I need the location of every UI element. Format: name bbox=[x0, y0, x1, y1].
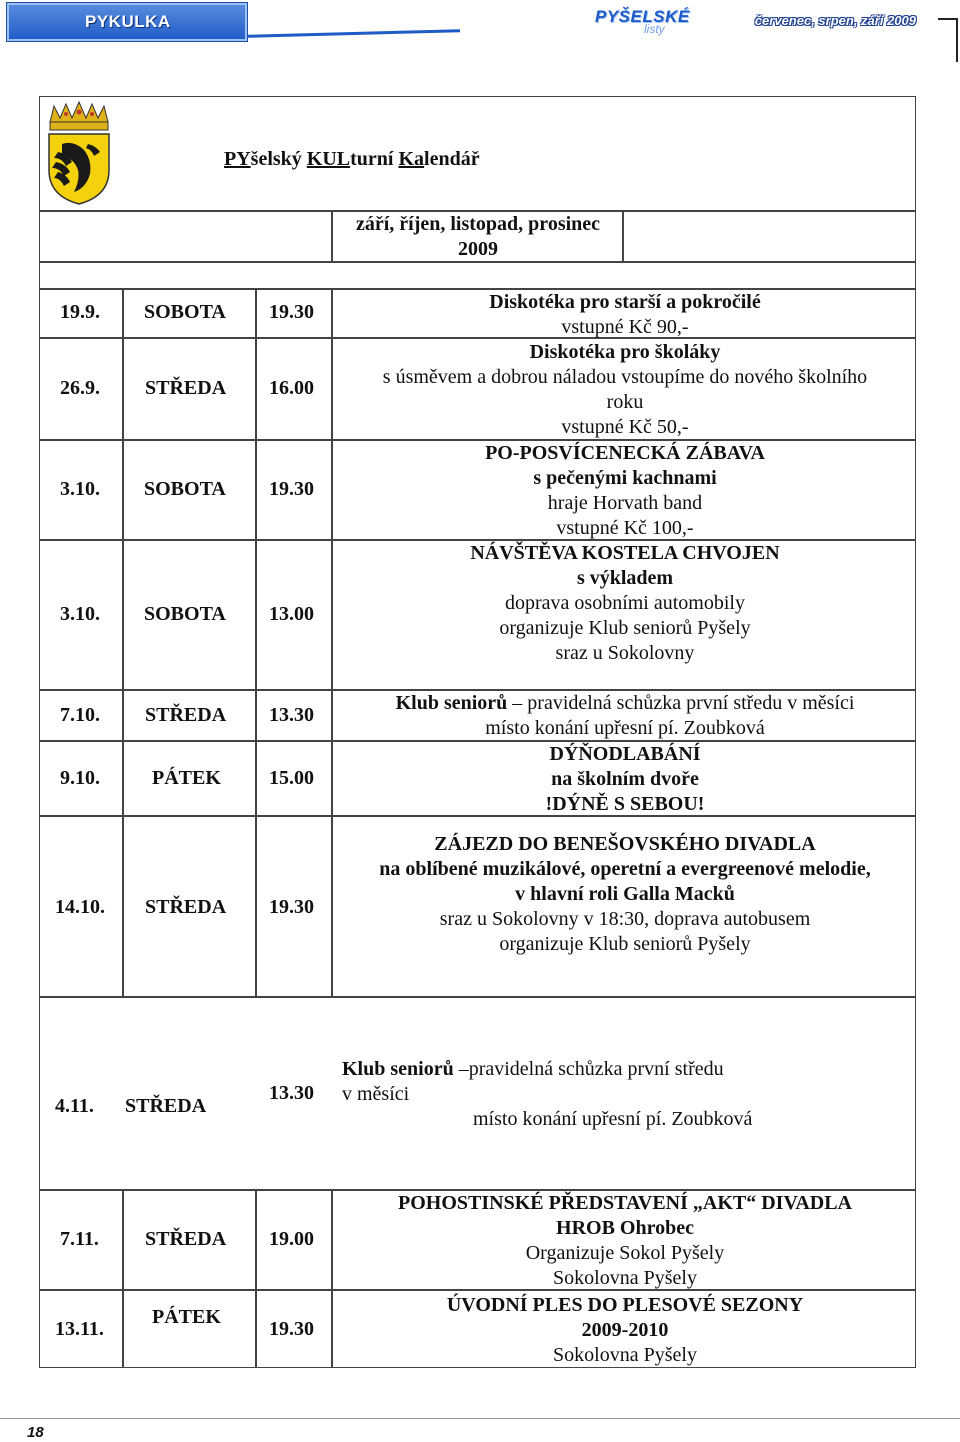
event-line: Diskotéka pro školáky bbox=[529, 341, 721, 363]
section-tab bbox=[6, 2, 248, 42]
event-day: STŘEDA bbox=[145, 896, 227, 918]
event-line: s pečenými kachnami bbox=[533, 467, 717, 489]
event-organizer: Klub seniorů bbox=[395, 692, 508, 714]
event-line: vstupné Kč 90,- bbox=[561, 316, 689, 338]
event-time: 13.30 bbox=[269, 1082, 314, 1104]
event-line: POHOSTINSKÉ PŘEDSTAVENÍ „AKT“ DIVADLA bbox=[398, 1192, 852, 1214]
event-description bbox=[332, 441, 918, 541]
row-divider bbox=[39, 996, 916, 998]
event-date: 3.10. bbox=[60, 603, 100, 625]
col-divider bbox=[622, 210, 624, 261]
event-description bbox=[332, 832, 918, 957]
corner-rule bbox=[938, 18, 958, 20]
event-line: !DÝNĚ S SEBOU! bbox=[545, 793, 705, 815]
magazine-logo-sub: listy bbox=[644, 22, 665, 36]
event-day: STŘEDA bbox=[145, 704, 227, 726]
title-part: Ka bbox=[398, 148, 425, 170]
event-line: 2009-2010 bbox=[581, 1319, 669, 1341]
event-day: STŘEDA bbox=[145, 377, 227, 399]
event-line: organizuje Klub seniorů Pyšely bbox=[499, 933, 751, 955]
title-part: šelský bbox=[250, 148, 307, 170]
event-line: místo konání upřesní pí. Zoubková bbox=[485, 717, 765, 739]
event-line: roku bbox=[606, 391, 644, 413]
coat-of-arms-icon bbox=[44, 100, 114, 206]
event-time: 19.30 bbox=[269, 301, 314, 323]
event-line bbox=[332, 1057, 918, 1082]
event-line: s úsměvem a dobrou náladou vstoupíme do nového školního bbox=[382, 366, 868, 388]
event-line: PO-POSVÍCENECKÁ ZÁBAVA bbox=[485, 442, 765, 464]
event-time: 16.00 bbox=[269, 377, 314, 399]
event-day: PÁTEK bbox=[152, 767, 221, 789]
event-day: SOBOTA bbox=[144, 478, 226, 500]
footer-rule bbox=[0, 1418, 960, 1419]
event-line: na oblíbené muzikálové, operetní a evergreenové melodie, bbox=[379, 858, 871, 880]
event-description bbox=[332, 541, 918, 666]
col-divider bbox=[331, 210, 333, 261]
event-time: 13.00 bbox=[269, 603, 314, 625]
event-line: v měsíci bbox=[342, 1083, 410, 1105]
col-divider bbox=[122, 1189, 124, 1368]
event-day: SOBOTA bbox=[144, 301, 226, 323]
col-divider bbox=[122, 288, 124, 996]
event-time: 19.30 bbox=[269, 478, 314, 500]
calendar-period bbox=[334, 212, 622, 262]
event-date: 3.10. bbox=[60, 478, 100, 500]
event-line: HROB Ohrobec bbox=[556, 1217, 694, 1239]
event-line: místo konání upřesní pí. Zoubková bbox=[473, 1108, 753, 1130]
event-time: 19.00 bbox=[269, 1228, 314, 1250]
event-line: ZÁJEZD DO BENEŠOVSKÉHO DIVADLA bbox=[434, 833, 816, 855]
calendar-year: 2009 bbox=[458, 238, 498, 260]
header-rule bbox=[248, 29, 460, 38]
calendar-title bbox=[224, 148, 480, 171]
event-time: 19.30 bbox=[269, 1318, 314, 1340]
title-part: turní bbox=[350, 148, 399, 170]
event-day: STŘEDA bbox=[125, 1095, 207, 1117]
event-date: 4.11. bbox=[55, 1095, 94, 1117]
title-part: lendář bbox=[424, 148, 480, 170]
event-line: ÚVODNÍ PLES DO PLESOVÉ SEZONY bbox=[446, 1294, 804, 1316]
event-date: 7.11. bbox=[60, 1228, 99, 1250]
event-line-text: – pravidelná schůzka první středu v měsíci bbox=[507, 692, 855, 714]
corner-rule-vertical bbox=[956, 18, 958, 62]
event-description bbox=[332, 1293, 918, 1368]
event-date: 26.9. bbox=[60, 377, 100, 399]
event-day: STŘEDA bbox=[145, 1228, 227, 1250]
col-divider bbox=[255, 288, 257, 996]
event-description bbox=[332, 1191, 918, 1291]
event-line: doprava osobními automobily bbox=[505, 592, 745, 614]
calendar-months: září, říjen, listopad, prosinec bbox=[355, 213, 601, 235]
title-part: PY bbox=[224, 148, 251, 170]
event-line: hraje Horvath band bbox=[547, 492, 703, 514]
issue-date: červenec, srpen, září 2009 bbox=[754, 13, 916, 28]
event-description bbox=[332, 290, 918, 340]
event-organizer: Klub seniorů bbox=[342, 1058, 454, 1080]
event-day: SOBOTA bbox=[144, 603, 226, 625]
event-line: NÁVŠTĚVA KOSTELA CHVOJEN bbox=[470, 542, 780, 564]
event-line: sraz u Sokolovny v 18:30, doprava autobusem bbox=[439, 908, 811, 930]
event-line: organizuje Klub seniorů Pyšely bbox=[499, 617, 751, 639]
event-description bbox=[332, 1057, 918, 1132]
event-date: 9.10. bbox=[60, 767, 100, 789]
page-number: 18 bbox=[27, 1424, 44, 1441]
event-description bbox=[332, 691, 918, 741]
event-date: 19.9. bbox=[60, 301, 100, 323]
event-day: PÁTEK bbox=[152, 1306, 221, 1328]
title-part: KUL bbox=[306, 148, 351, 170]
section-title: PYKULKA bbox=[85, 12, 171, 31]
event-line: Sokolovna Pyšely bbox=[553, 1267, 697, 1289]
magazine-logo-word: PYŠELSKÉ bbox=[595, 7, 690, 26]
event-description bbox=[332, 340, 918, 440]
event-date: 13.11. bbox=[55, 1318, 104, 1340]
event-time: 19.30 bbox=[269, 896, 314, 918]
magazine-logo bbox=[592, 6, 714, 36]
event-description bbox=[332, 742, 918, 817]
event-time: 15.00 bbox=[269, 767, 314, 789]
event-line: s výkladem bbox=[576, 567, 674, 589]
event-line bbox=[332, 691, 918, 716]
event-date: 14.10. bbox=[55, 896, 105, 918]
event-line-text: –pravidelná schůzka první středu bbox=[453, 1058, 724, 1080]
event-line: Diskotéka pro starší a pokročilé bbox=[489, 291, 761, 313]
event-line: na školním dvoře bbox=[551, 768, 699, 790]
event-time: 13.30 bbox=[269, 704, 314, 726]
event-line: vstupné Kč 50,- bbox=[561, 416, 689, 438]
event-line: vstupné Kč 100,- bbox=[556, 517, 694, 539]
col-divider bbox=[255, 1189, 257, 1368]
event-line: Organizuje Sokol Pyšely bbox=[525, 1242, 725, 1264]
event-line: DÝŇODLABÁNÍ bbox=[549, 743, 701, 765]
event-date: 7.10. bbox=[60, 704, 100, 726]
event-line: v hlavní roli Galla Macků bbox=[515, 883, 735, 905]
event-line: Sokolovna Pyšely bbox=[553, 1344, 697, 1366]
event-line: sraz u Sokolovny bbox=[555, 642, 695, 664]
